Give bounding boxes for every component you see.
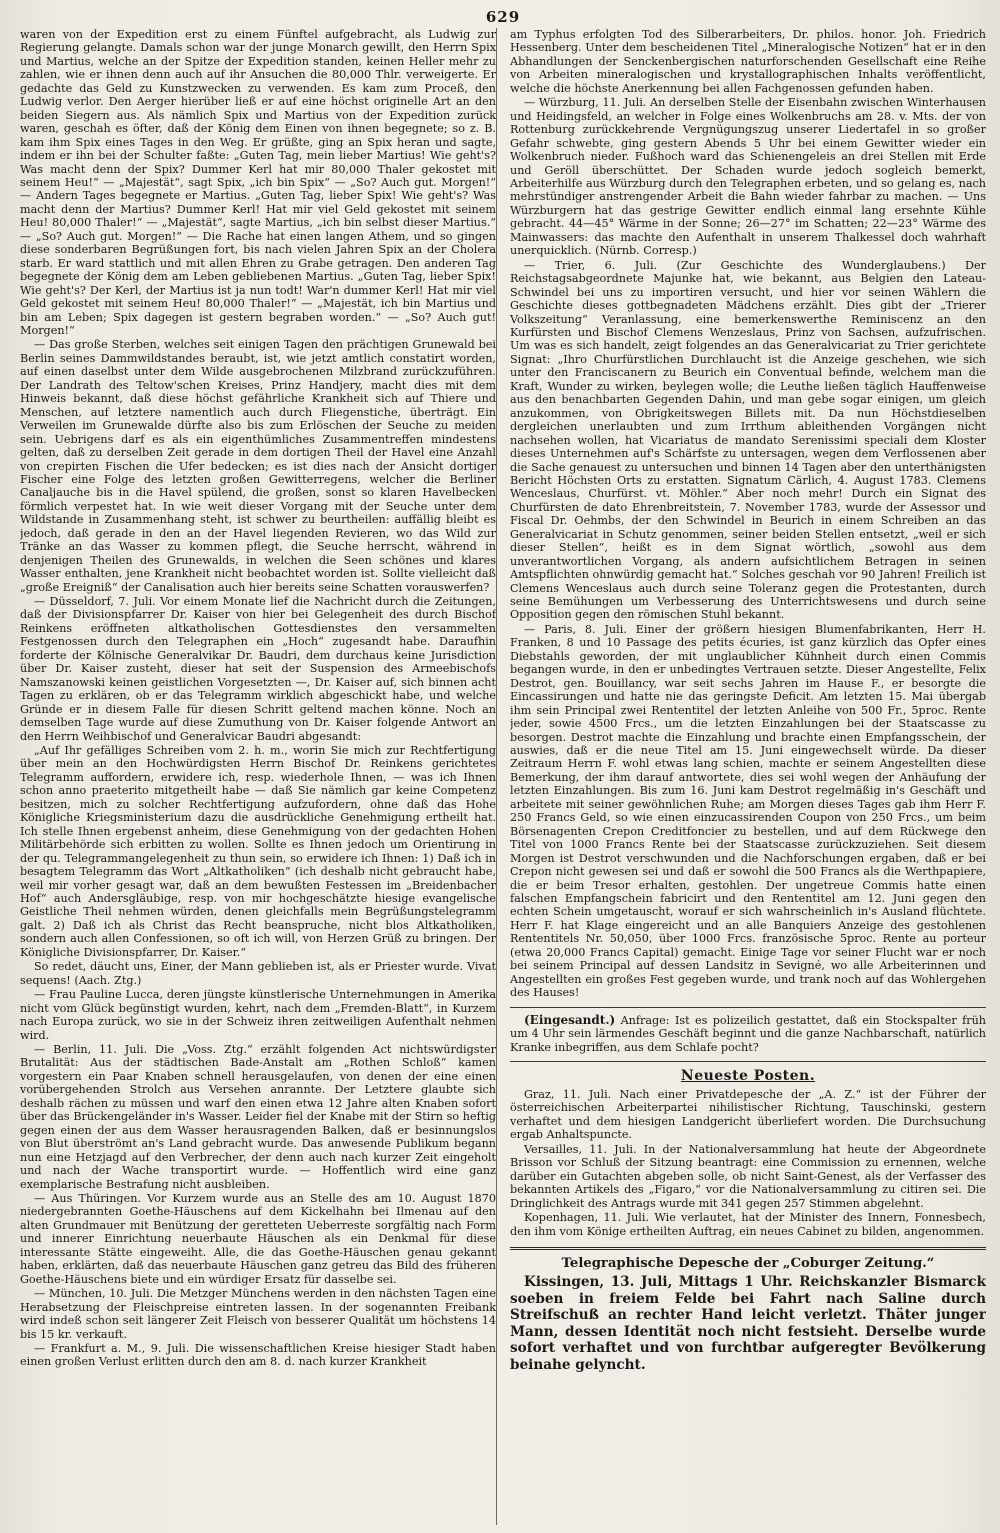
section-divider xyxy=(510,1247,986,1250)
news-heading: Neueste Posten. xyxy=(680,1067,816,1084)
page-number: 629 xyxy=(485,8,521,26)
article-wuerzburg: — Würzburg, 11. Juli. An derselben Stelle der Eisenbahn zwischen Winterhausen und Heidingsfeld, an welcher in Folge eines Wolkenbruchs am 28. v. Mts. der von Rottenburg zurückkehrende Vergnügungszug unserer Liedertafel in so großer Gefahr schwebte, ging gestern Abends 5 Uhr bei einem Gewitter wieder ein Wolkenbruch nieder. Fußhoch ward das Schienengeleis an drei Stellen mit Erde und Geröll überschüttet. Der Schaden wurde jedoch sogleich bemerkt, Arbeiterhilfe aus Würzburg durch den Telegraphen erbeten, und so gelang es, nach mehrstündiger anstrengender Arbeit die Bahn wieder fahrbar zu machen. — Uns Würzburgern hat das gestrige Gewitter endlich einmal lang ersehnte Kühle gebracht. 44—45° Wärme in der Sonne; 26—27° im Schatten; 22—23° Wärme des Mainwassers: das machte den Aufenthalt in unserem Thalkessel doch wahrhaft unerquicklich. (Nürnb. Corresp.) xyxy=(510,96,986,258)
article-grunewald: — Das große Sterben, welches seit einigen Tagen den prächtigen Grunewald bei Berlin seines Dammwildstandes beraubt, ist, wie jetzt amtlich constatirt worden, auf einen daselbst unter dem Wilde ausgebrochenen Milzbrand zurückzuführen. Der Landrath des Teltow'schen Kreises, Prinz Handjery, macht dies mit dem Hinweis bekannt, daß diese höchst gefährliche Krankheit sich auf Thiere und Menschen, auf letztere namentlich auch durch Fliegenstiche, überträgt. Ein Verweilen im Grunewalde dürfte also bis zum Erlöschen der Seuche zu meiden sein. Uebrigens darf es als ein eigenthümliches Zusammentreffen mindestens gelten, daß zu derselben Zeit gerade in dem dortigen Theil der Havel eine Anzahl von crepirten Fischen die Ufer bedecken; es ist dies nach der Ansicht dortiger Fischer eine Folge des letzten großen Gewitterregens, welcher die Berliner Canaljauche bis in die Havel spülend, die großen, sonst so klaren Havelbecken förmlich verpestet hat. In wie weit dieser Vorgang mit der Seuche unter dem Wildstande in Zusammenhang steht, ist schwer zu beurtheilen: auffällig bleibt es jedoch, daß gerade in den an der Havel liegenden Revieren, wo das Wild zur Tränke an das Wasser zu kommen pflegt, die Seuche herrscht, während in denjenigen Theilen des Grunewalds, in welchen die Seen schönes und klares Wasser enthalten, jene Krankheit nicht beobachtet worden ist. Sollte vielleicht daß „große Ereigniß“ der Canalisation auch hier bereits seine Schatten vorauswerfen? xyxy=(20,338,496,594)
article-paris: — Paris, 8. Juli. Einer der größern hiesigen Blumenfabrikanten, Herr H. Franken, 8 und 10 Passage des petits écuries, ist ganz kürzlich das Opfer eines Diebstahls geworden, der mit unglaublicher Kühnheit durch einen Commis begangen wurde, in den er unbedingtes Vertrauen setzte. Dieser Angestellte, Felix Destrot, gen. Bouillancy, war seit sechs Jahren im Hause F., er besorgte die Eincassirungen und hatte nie das geringste Deficit. Am letzten 15. Mai übergab ihm sein Principal zwei Rententitel der letzten Anleihe von 500 Fr., 5proc. Rente jeder, sowie 4500 Frcs., um die letzten Einzahlungen bei der Staatscasse zu besorgen. Destrot machte die Einzahlung und brachte einen Empfangsschein, der auswies, daß er die neue Titel am 15. Juni eingewechselt würde. Da dieser Zeitraum Herrn F. wohl etwas lang schien, machte er seinem Angestellten diese Bemerkung, der ihm darauf antwortete, dies sei wohl wegen der Anhäufung der letzten Einzahlungen. Bis zum 16. Juni kam Destrot regelmäßig in's Geschäft und arbeitete mit seiner gewöhnlichen Ruhe; am Morgen dieses Tages gab ihm Herr F. 250 Francs Geld, so wie einen einzucassirenden Coupon von 250 Frcs., um beim Börsenagenten Crepon Creditfoncier zu bestellen, und auf dem Rückwege den Titel von 1000 Francs Rente bei der Staatscasse zurückzuziehen. Seit diesem Morgen ist Destrot verschwunden und die Nachforschungen ergaben, daß er bei Crepon nicht gewesen sei und daß er sowohl die 500 Francs als die Werthpapiere, die er beim Tresor erhalten, gestohlen. Der ungetreue Commis hatte einen falschen Empfangschein fabricirt und den Rententitel am 12. Juni gegen den echten Schein umgetauscht, worauf er sich wahrscheinlich in's Ausland flüchtete. Herr F. hat Klage eingereicht und an alle Banquiers Anzeige des gestohlenen Rententitels Nr. 50,050, über 1000 Frcs. französische 5proc. Rente au porteur (etwa 20,000 Francs Capital) gemacht. Einige Tage vor seiner Flucht war er noch bei seinem Principal auf dessen Landsitz in Sevigné, wo alle Arbeiterinnen und Angestellten ein großes Fest gegeben wurde, und trank noch auf das Wohlergehen des Hauses! xyxy=(510,622,986,1000)
article-thueringen: — Aus Thüringen. Vor Kurzem wurde aus an Stelle des am 10. August 1870 niedergebrannten Goethe-Häuschens auf dem Kickelhahn bei Ilmenau auf den alten Grundmauer mit Benützung der geretteten Ueberreste sorgfältig nach Form und innerer Einrichtung neuerbaute Häuschen als ein Denkmal für diese interessante Stätte eingeweiht. Alle, die das Goethe-Häuschen genau gekannt haben, erklärten, daß das neuerbaute Häuschen ganz getreu das Bild des früheren Goethe-Häuschens biete und ein würdiger Ersatz für dasselbe sei. xyxy=(20,1191,496,1286)
reader-notice xyxy=(510,1014,986,1054)
right-column xyxy=(510,28,986,1525)
article-duesseldorf: — Düsseldorf, 7. Juli. Vor einem Monate lief die Nachricht durch die Zeitungen, daß der Divisionspfarrer Dr. Kaiser von hier bei Gelegenheit des durch Bischof Reinkens eröffneten altkatholischen Gottesdienstes den versammelten Festgenossen durch den Telegraphen ein „Hoch“ zugesandt habe. Daraufhin forderte der Kölnische Generalvikar Dr. Baudri, dem durchaus keine Jurisdiction über Dr. Kaiser zusteht, dieser hat seit der Suspension des Armeebischofs Namszanowski keinen geistlichen Vorgesetzten —, Dr. Kaiser auf, sich binnen acht Tagen zu erklären, ob er das Telegramm wirklich abgeschickt habe, und welche Gründe er in diesem Falle für diesen Schritt geltend machen könne. Noch an demselben Tage wurde auf diese Zumuthung von Dr. Kaiser folgende Antwort an den Herrn Weihbischof und Generalvicar Baudri abgesandt: xyxy=(20,595,496,743)
article-spix-martius: waren von der Expedition erst zu einem Fünftel aufgebracht, als Ludwig zur Regierung gelangte. Damals schon war der junge Monarch gewillt, den Herrn Spix und Martius, welche an der Spitze der Expedition standen, keinen Heller mehr zu zahlen, wie er ihnen denn auch auf ihr Ansuchen die 80,000 Thlr. verweigerte. Er gedachte das Geld zu Kunstzwecken zu verwenden. Es kam zum Proceß, den Ludwig verlor. Den Aerger hierüber ließ er auf eine höchst originelle Art an den beiden Siegern aus. Als nämlich Spix und Martius von der Expedition zurück waren, geschah es öfter, daß der König dem Einen von ihnen begegnete; so z. B. kam ihm Spix eines Tages in den Weg. Er grüßte, ging an Spix heran und sagte, indem er ihn bei der Schulter faßte: „Guten Tag, mein lieber Martius! Wie geht's? Was macht denn der Spix? Dummer Kerl hat mir 80,000 Thaler gekostet mit seinem Heu!“ — „Majestät“, sagt Spix, „ich bin Spix“ — „So? Auch gut. Morgen!“ — Andern Tages begegnete er Martius. „Guten Tag, lieber Spix! Wie geht's? Was macht denn der Martius? Dummer Kerl! Hat mir viel Geld gekostet mit seinem Heu! 80,000 Thaler!“ — „Majestät“, sagte Martius, „ich bin selbst dieser Martius.“ — „So? Auch gut. Morgen!“ — Die Rache hat einen langen Athem, und so gingen diese sonderbaren Begrüßungen fort, bis nach vielen Jahren Spix an der Cholera starb. Er ward stattlich und mit allen Ehren zu Grabe getragen. Den anderen Tag begegnete der König dem am Leben gebliebenen Martius. „Guten Tag, lieber Spix! Wie geht's? Der Kerl, der Martius ist ja nun todt! War'n dummer Kerl! Hat mir viel Geld gekostet mit seinem Heu! 80,000 Thaler!“ — „Majestät, ich bin Martius und bin am Leben; Spix dagegen ist gestern begraben worden.“ — „So? Auch gut! Morgen!“ xyxy=(20,28,496,337)
telegram-text: Kissingen, 13. Juli, Mittags 1 Uhr. Reichskanzler Bismarck soeben in freiem Felde bei Fahrt nach Saline durch Streifschuß an rechter Hand leicht verletzt. Thäter junger Mann, dessen Identität noch nicht festsieht. Derselbe wurde sofort verhaftet und von furchtbar aufgeregter Bevölkerung beinahe gelyncht. xyxy=(510,1273,986,1373)
notice-label: (Eingesandt.) xyxy=(524,1012,616,1027)
news-graz: Graz, 11. Juli. Nach einer Privatdepesche der „A. Z.“ ist der Führer der österreichischen Arbeiterpartei nihilistischer Richtung, Tauschinski, gestern verhaftet und dem hiesigen Landgericht überliefert worden. Die Durchsuchung ergab Anhaltspuncte. xyxy=(510,1087,986,1142)
column-divider xyxy=(496,28,497,1525)
left-column xyxy=(20,28,496,1525)
article-frankfurt: — Frankfurt a. M., 9. Juli. Die wissenschaftlichen Kreise hiesiger Stadt haben einen großen Verlust erlitten durch den am 8. d. nach kurzer Krankheit xyxy=(20,1341,496,1369)
article-hessenberg: am Typhus erfolgten Tod des Silberarbeiters, Dr. philos. honor. Joh. Friedrich Hessenberg. Unter dem bescheidenen Titel „Mineralogische Notizen“ hat er in den Abhandlungen der Senckenbergischen naturforschenden Gesellschaft eine Reihe von Arbeiten mineralogischen und krystallographischen Inhalts veröffentlicht, welche die höchste Anerkennung bei allen Fachgenossen gefunden haben. xyxy=(510,28,986,95)
notice-text: Anfrage: Ist es polizeilich gestattet, daß ein Stockspalter früh um 4 Uhr sein lärmendes Geschäft beginnt und die ganze Nachbarschaft, natürlich Kranke inbegriffen, aus dem Schlafe pocht? xyxy=(510,1013,986,1054)
news-kopenhagen: Kopenhagen, 11. Juli. Wie verlautet, hat der Minister des Innern, Fonnesbech, den ihm vom Könige ertheilten Auftrag, ein neues Cabinet zu bilden, angenommen. xyxy=(510,1211,986,1238)
article-berlin: — Berlin, 11. Juli. Die „Voss. Ztg.“ erzählt folgenden Act nichtswürdigster Brutalität: Aus der städtischen Bade-Anstalt am „Rothen Schloß“ kamen vorgestern ein Paar Knaben schnell herausgelaufen, von denen der eine einen vorübergehenden Strolch aus Versehen anrannte. Der Letztere glaubte sich deshalb rächen zu müssen und warf den einen etwa 12 Jahre alten Knaben sofort über das Brückengeländer in's Wasser. Leider fiel der Knabe mit der Stirn so heftig gegen einen der aus dem Wasser herausragenden Balken, daß er besinnungslos von Blut überströmt an's Land gebracht wurde. Das anwesende Publikum begann nun eine Hetzjagd auf den Verbrecher, der denn auch nach kurzer Zeit eingeholt und nach der Wache transportirt wurde. — Hoffentlich wird eine ganz exemplarische Bestrafung nicht ausbleiben. xyxy=(20,1042,496,1191)
section-divider xyxy=(510,1007,986,1008)
section-divider xyxy=(510,1061,986,1062)
article-muenchen: — München, 10. Juli. Die Metzger Münchens werden in den nächsten Tagen eine Herabsetzung der Fleischpreise eintreten lassen. In der sogenannten Freibank wird indeß schon seit längerer Zeit Fleisch von besserer Qualität um höchstens 14 bis 15 kr. verkauft. xyxy=(20,1287,496,1341)
news-versailles: Versailles, 11. Juli. In der Nationalversammlung hat heute der Abgeordnete Brisson vor Schluß der Sitzung beantragt: eine Commission zu ernennen, welche darüber ein Gutachten abgeben solle, ob nicht Saint-Genest, als der Verfasser des bekannten Artikels des „Figaro,“ vor die Nationalversammlung zu citiren sei. Die Dringlichkeit des Antrags wurde mit 341 gegen 257 Stimmen abgelehnt. xyxy=(510,1142,986,1210)
article-lucca: — Frau Pauline Lucca, deren jüngste künstlerische Unternehmungen in Amerika nicht vom Glück begünstigt wurden, kehrt, nach dem „Fremden-Blatt“, in Kurzem nach Europa zurück, wo sie in der Schweiz ihren zeitweiligen Aufenthalt nehmen wird. xyxy=(20,988,496,1042)
article-kaiser-letter: „Auf Ihr gefälliges Schreiben vom 2. h. m., worin Sie mich zur Rechtfertigung über mein an den Hochwürdigsten Herrn Bischof Dr. Reinkens gerichtetes Telegramm auffordern, erwidere ich, resp. wiederhole Ihnen, — was ich Ihnen schon anno praeterito mitgetheilt habe — daß Sie nämlich gar keine Competenz besitzen, mich zu solcher Rechtfertigung aufzufordern, ohne daß das Hohe Königliche Kriegsministerium dazu die ausdrückliche Genehmigung ertheilt hat. Ich stelle Ihnen ergebenst anheim, diese Genehmigung von der gedachten Hohen Militärbehörde sich erbitten zu wollen. Sollte es Ihnen jedoch um Orientirung in der qu. Telegrammangelegenheit zu thun sein, so erwidere ich Ihnen: 1) Daß ich in besagtem Telegramm das Wort „Altkatholiken“ (ich deshalb nicht gebraucht habe, weil mir vorher gesagt war, daß an dem bewußten Festessen im „Breidenbacher Hof“ auch Andersgläubige, resp. von mir hochgeschätzte hiesige evangelische Geistliche Theil nehmen würden, denen gleichfalls mein Begrüßungstelegramm galt. 2) Daß ich als Christ das Recht beanspruche, nicht blos Altkatholiken, sondern auch allen Confessionen, so oft ich will, von Herzen Grüß zu bringen. Der Königliche Divisionspfarrer, Dr. Kaiser.“ xyxy=(20,744,496,959)
article-kaiser-comment: So redet, däucht uns, Einer, der Mann geblieben ist, als er Priester wurde. Vivat sequens! (Aach. Ztg.) xyxy=(20,960,496,987)
article-trier: — Trier, 6. Juli. (Zur Geschichte des Wunderglaubens.) Der Reichstagsabgeordnete Majunke hat, wie bekannt, aus Belgien den Lateau-Schwindel bei uns zu importiren versucht, und hier vor seinen Wählern die Geschichte dieses gottbegnadeten Mädchens erzählt. Dies gibt der „Trierer Volkszeitung“ Veranlassung, eine bemerkenswerthe Reminiscenz an den Kurfürsten und Bischof Clemens Wenzeslaus, Prinz von Sachsen, aufzufrischen. Um was es sich handelt, zeigt folgendes an das Generalvicariat zu Trier gerichtete Signat: „Ihro Churfürstlichen Durchlaucht ist die Anzeige geschehen, wie sich unter den Franciscanern zu Beurich ein Conventual befinde, welchem man die Kraft, Wunder zu wirken, beylegen wolle; die Leuthe ließen täglich Hauffenweise aus den benachbarten Gegenden Dahin, und man gebe sogar einigen, um gleich anzukommen, von Obrigkeitswegen Billets mit. Da nun Höchstdieselben dergleichen unerlaubten und zum Irrthum ableithenden Vorgängen nicht nachsehen wollen, hat Vicariatus de mandato Serenissimi speciali dem Kloster dieses Unternehmen auf's Schärfste zu untersagen, wegen dem Verflossenen aber die Sache genauest zu untersuchen und binnen 14 Tagen aber den unterthänigsten Bericht Höchsten Orts zu erstatten. Signatum Cärlich, 4. August 1783. Clemens Wenceslaus, Churfürst. vt. Möhler.“ Aber noch mehr! Durch ein Signat des Churfürsten de dato Ehrenbreitstein, 7. November 1783, wurde der Assessor und Fiscal Dr. Oehmbs, der den Schwindel in Beurich in einem Schreiben an das Generalvicariat in Schutz genommen, seiner beiden Stellen entsetzt, „weil er sich dieser Stellen“, heißt es in dem Signat wörtlich, „sowohl aus dem unverantwortlichen Vorgang, als andern aufsichtlichem Betragen in seinen Amtspflichten ohnwürdig gemacht hat.“ Solches geschah vor 90 Jahren! Freilich ist Clemens Wenceslaus auch durch seine Toleranz gegen die Protestanten, durch seine Bemühungen um Verbesserung des Unterrichtswesens und durch seine Opposition gegen den römischen Stuhl bekannt. xyxy=(510,258,986,622)
telegram-heading: Telegraphische Depesche der „Coburger Zeitung.“ xyxy=(561,1255,935,1271)
columns xyxy=(20,28,986,1525)
